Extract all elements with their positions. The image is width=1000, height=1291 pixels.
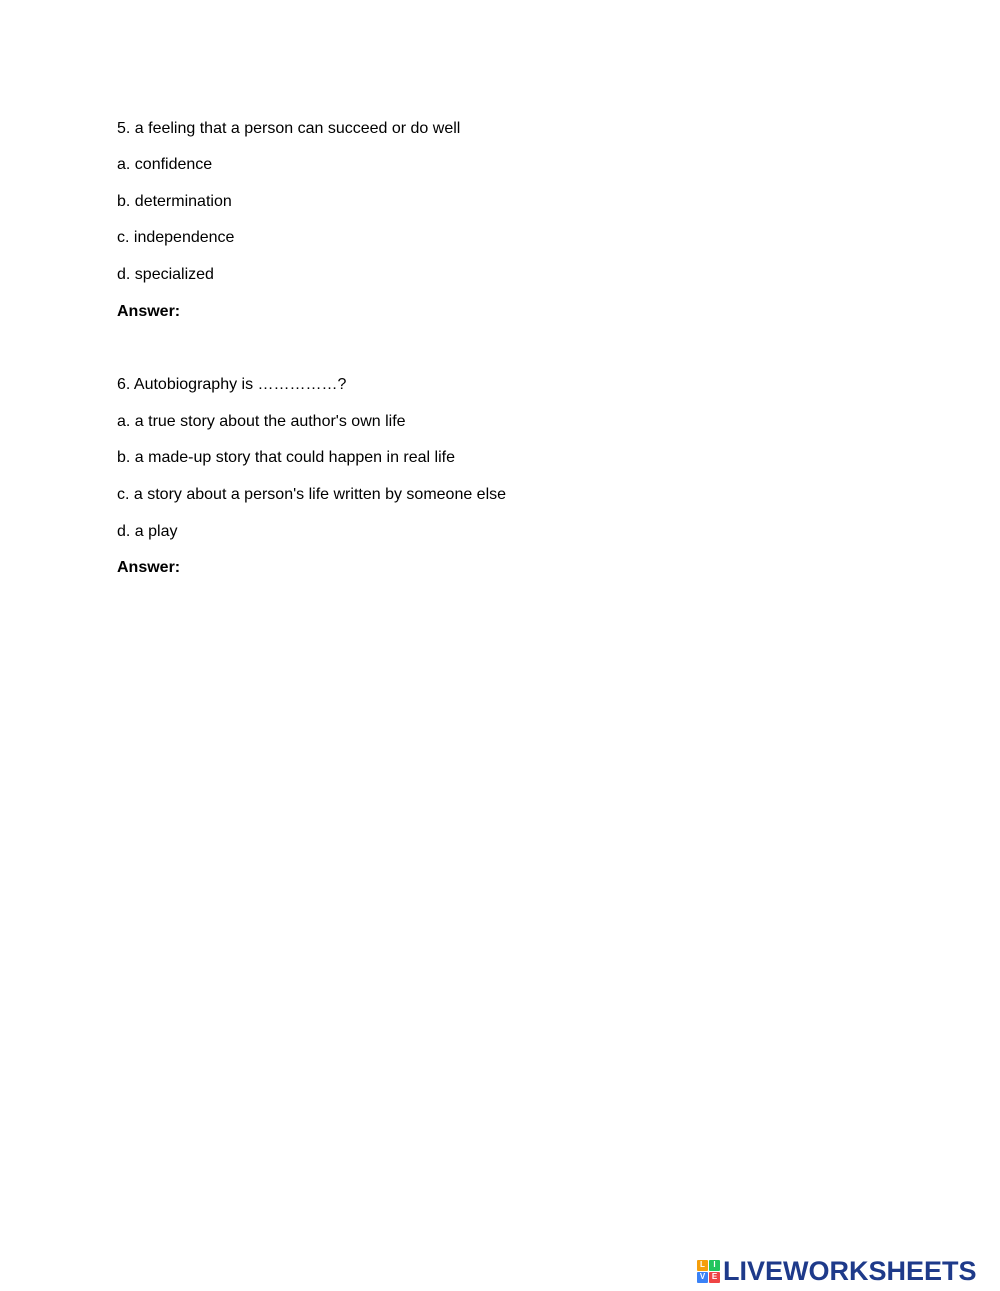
live-logo-icon [697,1260,720,1283]
logo-letter-l: L [697,1260,708,1271]
logo-letter-v: V [697,1272,708,1283]
question-6-prompt: 6. Autobiography is ……………? [117,376,347,393]
question-6-option-b: b. a made-up story that could happen in real life [117,449,455,466]
question-6-option-c: c. a story about a person's life written by someone else [117,486,507,503]
question-5-prompt: 5. a feeling that a person can succeed or do well [117,120,461,137]
question-6-option-a: a. a true story about the author's own life [117,413,406,430]
question-6-option-d: d. a play [117,523,178,540]
logo-letter-e: E [709,1272,720,1283]
question-5-option-b: b. determination [117,193,232,210]
question-5-answer-label: Answer: [117,303,181,320]
question-5-option-a: a. confidence [117,156,213,173]
logo-wordmark: LIVEWORKSHEETS [723,1256,977,1286]
question-6-answer-label: Answer: [117,559,181,576]
question-5-option-c: c. independence [117,229,235,246]
logo-letter-i: I [709,1260,720,1271]
question-5-option-d: d. specialized [117,266,214,283]
liveworksheets-logo [697,1256,977,1286]
